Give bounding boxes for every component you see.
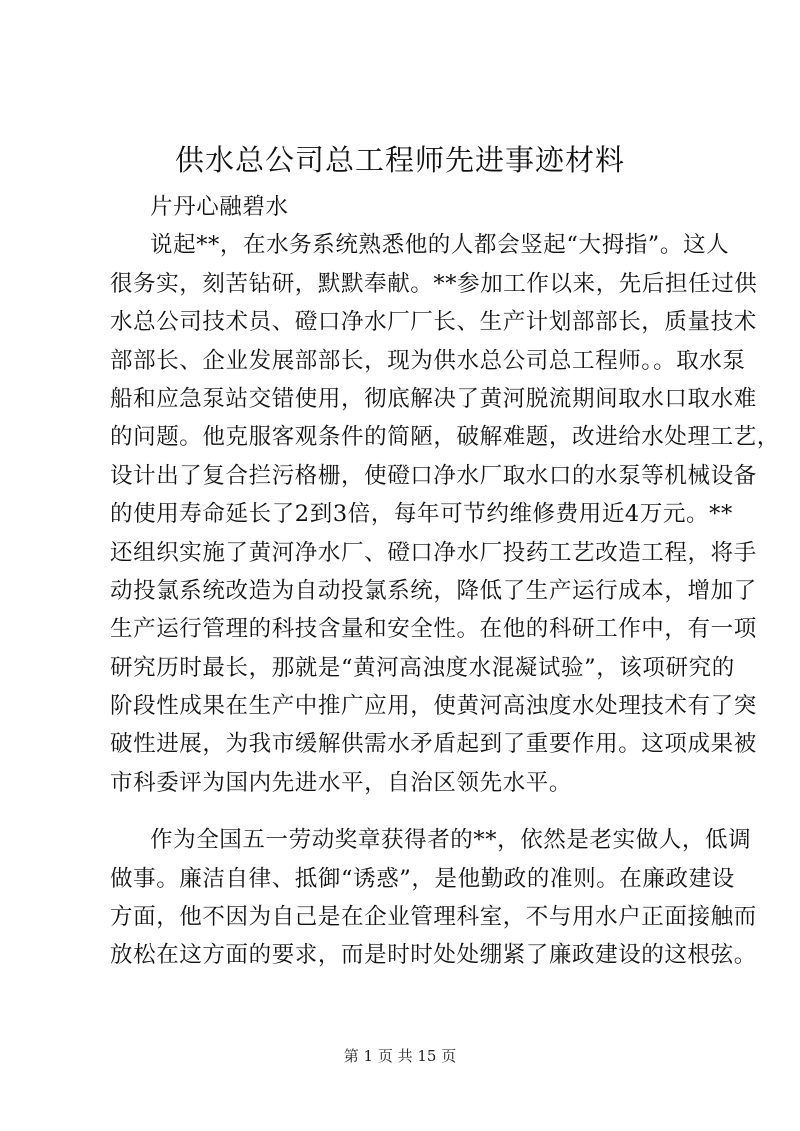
- paragraph-line: 研究历时最长，那就是“黄河高浊度水混凝试验”，该项研究的: [110, 654, 735, 681]
- paragraph-line: 很务实，刻苦钻研，默默奉献。**参加工作以来，先后担任过供: [110, 270, 758, 297]
- paragraph-line: 水总公司技术员、磴口净水厂厂长、生产计划部部长，质量技术: [110, 309, 757, 336]
- paragraph-line: 生产运行管理的科技含量和安全性。在他的科研工作中，有一项: [110, 616, 757, 643]
- paragraph-2: [110, 821, 757, 975]
- paragraph-spacer: [110, 802, 710, 821]
- paragraph-line: 说起**，在水务系统熟悉他的人都会竖起“大拇指”。这人: [150, 232, 730, 259]
- paragraph-line: 部部长、企业发展部部长，现为供水总公司总工程师。。取水泵: [110, 347, 746, 374]
- paragraph-line: 放松在这方面的要求，而是时时处处绷紧了廉政建设的这根弦。: [110, 942, 757, 969]
- document-title: 供水总公司总工程师先进事迹材料: [174, 143, 625, 177]
- paragraph-1: [110, 226, 780, 802]
- paragraph-line: 方面，他不因为自己是在企业管理科室，不与用水户正面接触而: [110, 904, 757, 931]
- paragraph-line: 做事。廉洁自律、抵御“诱惑”，是他勤政的准则。在廉政建设: [110, 865, 735, 892]
- paragraph-line: 破性进展，为我市缓解供需水矛盾起到了重要作用。这项成果被: [110, 731, 757, 758]
- paragraph-line: 船和应急泵站交错使用，彻底解决了黄河脱流期间取水口取水难: [110, 385, 757, 412]
- paragraph-line: 设计出了复合拦污格栅，使磴口净水厂取水口的水泵等机械设备: [110, 462, 757, 489]
- page-number-footer: 第 1 页 共 15 页: [343, 1047, 457, 1065]
- paragraph-line: 市科委评为国内先进水平，自治区领先水平。: [110, 769, 573, 796]
- paragraph-line: 作为全国五一劳动奖章获得者的**，依然是老实做人，低调: [150, 827, 752, 854]
- paragraph-line: 阶段性成果在生产中推广应用，使黄河高浊度水处理技术有了突: [110, 693, 757, 720]
- paragraph-line: 动投氯系统改造为自动投氯系统，降低了生产运行成本，增加了: [110, 577, 757, 604]
- paragraph-line: 还组织实施了黄河净水厂、磴口净水厂投药工艺改造工程，将手: [110, 539, 757, 566]
- paragraph-line: 的使用寿命延长了2到3倍，每年可节约维修费用近4万元。**: [110, 501, 733, 528]
- document-subtitle: 片丹心融碧水: [150, 194, 289, 220]
- paragraph-line: 的问题。他克服客观条件的简陋，破解难题，改进给水处理工艺，: [110, 424, 780, 451]
- document-body: [110, 188, 780, 975]
